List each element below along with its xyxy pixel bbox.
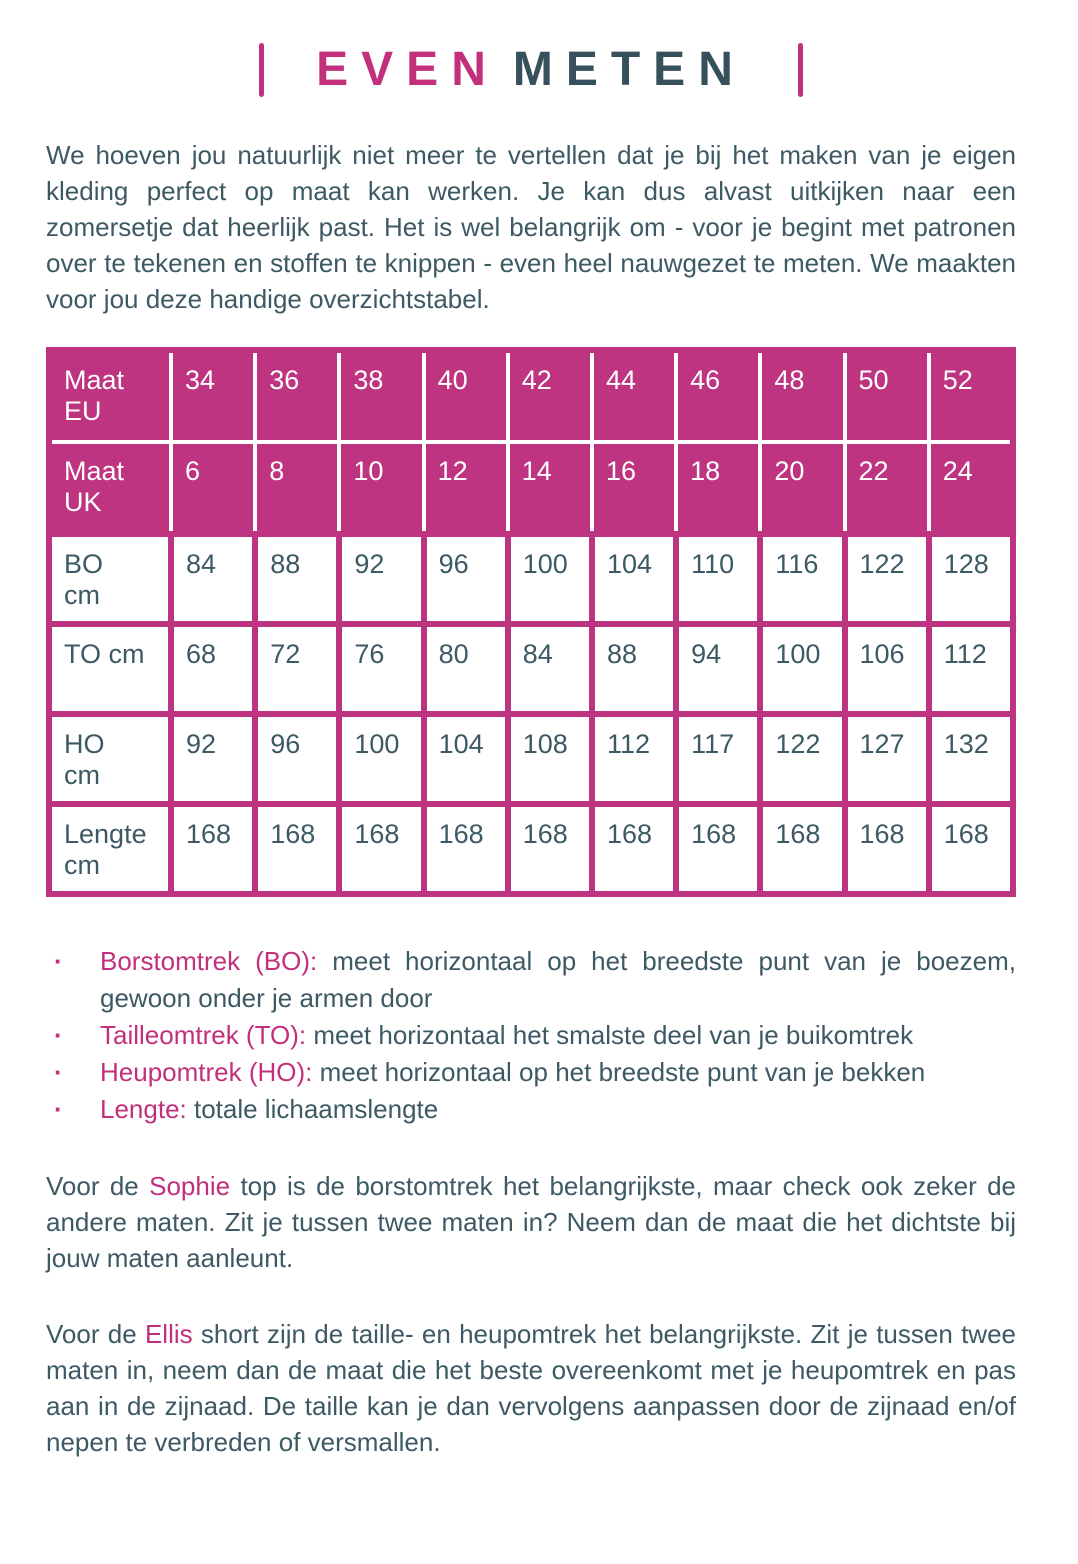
size-value-cell: 12: [424, 442, 508, 534]
ellis-paragraph: [46, 1316, 1016, 1460]
intro-paragraph: We hoeven jou natuurlijk niet meer te vertellen dat je bij het maken van je eigen kleding perfect op maat kan werken. Je kan dus alvast uitkijken naar een zomersetje dat heerlijk past. Het is wel belangrijk om - voor je begint met patronen over te tekenen en stoffen te knippen - even heel nauwgezet te meten. We maakten voor jou deze handige overzichtstabel.: [46, 140, 1016, 314]
measurement-value-cell: 168: [508, 804, 592, 894]
measurement-value-cell: 117: [676, 714, 760, 804]
title-bar-right: [798, 43, 803, 97]
measurement-value-cell: 84: [171, 534, 255, 624]
row-label: TO cm: [49, 624, 171, 714]
measurement-value-cell: 100: [760, 624, 844, 714]
list-item: [46, 1091, 1016, 1128]
size-value-cell: 52: [929, 350, 1013, 442]
measurement-value-cell: 122: [845, 534, 929, 624]
measurement-value-cell: 84: [508, 624, 592, 714]
measurement-value-cell: 96: [424, 534, 508, 624]
paragraph-text: Voor de: [46, 1319, 145, 1349]
bullet-text: [100, 943, 1016, 1017]
measurement-value-cell: 168: [255, 804, 339, 894]
pattern-name-sophie: Sophie: [149, 1171, 231, 1201]
paragraph-text: Voor de: [46, 1171, 150, 1201]
pattern-name-ellis: Ellis: [144, 1319, 193, 1349]
size-value-cell: 20: [760, 442, 844, 534]
measurement-value-cell: 76: [339, 624, 423, 714]
measurement-value-cell: 112: [929, 624, 1013, 714]
bullet-description: meet horizontaal op het breedste punt van je boezem, gewoon onder je armen door: [100, 946, 1016, 1013]
list-item: [46, 943, 1016, 1017]
size-value-cell: 34: [171, 350, 255, 442]
table-row: [49, 714, 1013, 804]
measurement-value-cell: 132: [929, 714, 1013, 804]
measurement-value-cell: 168: [339, 804, 423, 894]
size-table: [46, 347, 1016, 897]
measurement-value-cell: 168: [171, 804, 255, 894]
measurement-value-cell: 122: [760, 714, 844, 804]
title-word-even: EVEN: [316, 43, 499, 96]
measurement-value-cell: 92: [171, 714, 255, 804]
measurement-value-cell: 72: [255, 624, 339, 714]
page-title: [46, 42, 1016, 97]
row-label: BO cm: [49, 534, 171, 624]
measurement-value-cell: 96: [255, 714, 339, 804]
bullet-term: Heupomtrek (HO):: [100, 1057, 313, 1087]
bullet-term: Lengte:: [100, 1094, 187, 1124]
paragraph-text: top is de borstomtrek het belangrijkste, maar check ook zeker de andere maten. Zit je tussen twee maten in? Neem dan de maat die het dichtste bij jouw maten aanleunt.: [46, 1171, 1016, 1273]
bullet-icon: ·: [54, 1057, 63, 1087]
measurement-value-cell: 168: [760, 804, 844, 894]
size-value-cell: 18: [676, 442, 760, 534]
measurement-value-cell: 168: [929, 804, 1013, 894]
table-row: [49, 534, 1013, 624]
size-value-cell: 36: [255, 350, 339, 442]
size-value-cell: 8: [255, 442, 339, 534]
size-value-cell: 22: [845, 442, 929, 534]
list-item: [46, 1017, 1016, 1054]
size-value-cell: 24: [929, 442, 1013, 534]
measurement-value-cell: 68: [171, 624, 255, 714]
title-text: [316, 42, 746, 97]
bullet-text: [100, 1091, 1016, 1128]
table-row: [49, 350, 1013, 442]
table-row: [49, 442, 1013, 534]
bullet-description: meet horizontaal het smalste deel van je buikomtrek: [306, 1020, 914, 1050]
size-value-cell: 42: [508, 350, 592, 442]
bullet-icon: ·: [54, 946, 63, 976]
row-label: HO cm: [49, 714, 171, 804]
paragraph-text: short zijn de taille- en heupomtrek het belangrijkste. Zit je tussen twee maten in, neem dan de maat die het beste overeenkomt met je heupomtrek en pas aan in de zijnaad. De taille kan je dan vervolgens aanpassen door de zijnaad en/of nepen te verbreden of versmallen.: [46, 1319, 1017, 1457]
size-table-body: [49, 534, 1013, 894]
measurement-value-cell: 127: [845, 714, 929, 804]
size-value-cell: 46: [676, 350, 760, 442]
measurement-value-cell: 92: [339, 534, 423, 624]
bullet-text: [100, 1054, 1016, 1091]
row-label: Maat UK: [49, 442, 171, 534]
title-word-meten: METEN: [512, 43, 746, 96]
measurement-value-cell: 80: [424, 624, 508, 714]
size-value-cell: 44: [592, 350, 676, 442]
measurement-value-cell: 168: [592, 804, 676, 894]
size-value-cell: 16: [592, 442, 676, 534]
bullet-icon: ·: [54, 1020, 63, 1050]
measurement-value-cell: 88: [592, 624, 676, 714]
bullet-term: Borstomtrek (BO):: [100, 946, 318, 976]
size-value-cell: 40: [424, 350, 508, 442]
size-value-cell: 38: [339, 350, 423, 442]
size-table-header: [49, 350, 1013, 534]
measurement-value-cell: 110: [676, 534, 760, 624]
measurement-value-cell: 100: [508, 534, 592, 624]
measurement-value-cell: 112: [592, 714, 676, 804]
measurement-value-cell: 108: [508, 714, 592, 804]
size-value-cell: 48: [760, 350, 844, 442]
measurement-value-cell: 168: [676, 804, 760, 894]
row-label: Maat EU: [49, 350, 171, 442]
size-value-cell: 10: [339, 442, 423, 534]
title-bar-left: [259, 43, 264, 97]
bullet-text: [100, 1017, 1016, 1054]
size-value-cell: 50: [845, 350, 929, 442]
size-value-cell: 6: [171, 442, 255, 534]
measurement-value-cell: 168: [424, 804, 508, 894]
measurement-value-cell: 88: [255, 534, 339, 624]
table-row: [49, 804, 1013, 894]
measurement-value-cell: 116: [760, 534, 844, 624]
bullet-description: meet horizontaal op het breedste punt van je bekken: [312, 1057, 926, 1087]
measurement-value-cell: 104: [592, 534, 676, 624]
row-label: Lengte cm: [49, 804, 171, 894]
bullet-icon: ·: [54, 1094, 63, 1124]
measurement-value-cell: 106: [845, 624, 929, 714]
measurement-value-cell: 104: [424, 714, 508, 804]
measurement-value-cell: 168: [845, 804, 929, 894]
measurement-value-cell: 100: [339, 714, 423, 804]
sophie-paragraph: [46, 1168, 1016, 1276]
list-item: [46, 1054, 1016, 1091]
measurement-value-cell: 94: [676, 624, 760, 714]
measurement-definitions-list: [46, 943, 1016, 1128]
table-row: [49, 624, 1013, 714]
measurement-value-cell: 128: [929, 534, 1013, 624]
bullet-description: totale lichaamslengte: [186, 1094, 439, 1124]
size-value-cell: 14: [508, 442, 592, 534]
bullet-term: Tailleomtrek (TO):: [100, 1020, 307, 1050]
